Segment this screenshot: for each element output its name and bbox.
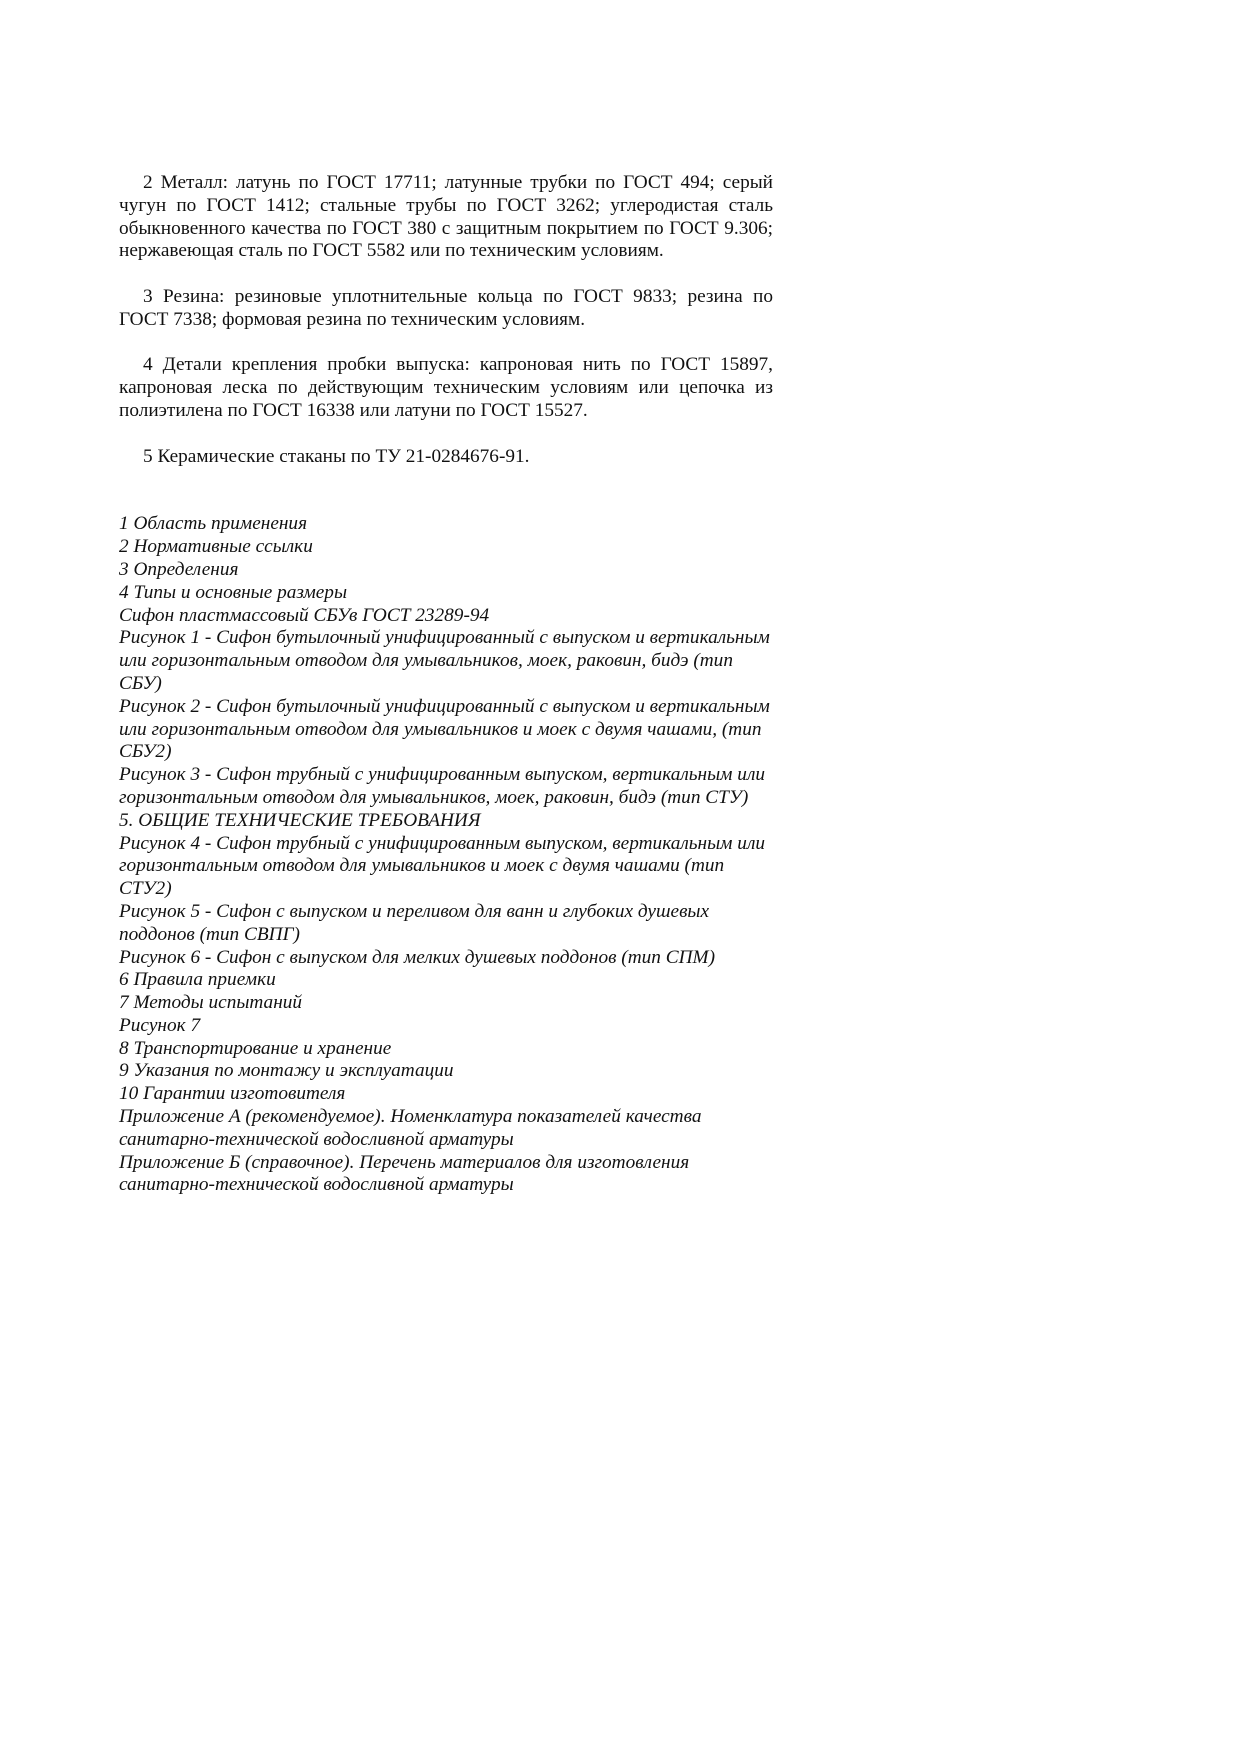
toc-item[interactable]: Рисунок 4 - Сифон трубный с унифицированным выпуском, вертикальным или горизонтальным отводом для умывальников и моек с двумя чашами (тип СТУ2)	[119, 832, 765, 900]
toc-item[interactable]: Рисунок 5 - Сифон с выпуском и переливом для ванн и глубоких душевых поддонов (тип СВПГ)	[119, 900, 710, 945]
toc-item[interactable]: 2 Нормативные ссылки	[119, 536, 313, 558]
toc-item[interactable]: 4 Типы и основные размеры	[119, 581, 348, 603]
document-page	[119, 172, 773, 1197]
toc-item[interactable]: 7 Методы испытаний	[119, 992, 303, 1014]
toc-item[interactable]: Рисунок 6 - Сифон с выпуском для мелких душевых поддонов (тип СПМ)	[119, 946, 716, 968]
paragraph-metal: 2 Металл: латунь по ГОСТ 17711; латунные трубки по ГОСТ 494; серый чугун по ГОСТ 1412; стальные трубы по ГОСТ 3262; углеродистая сталь обыкновенного качества по ГОСТ 380 с защитным покрытием по ГОСТ 9.306; нержавеющая сталь по ГОСТ 5582 или по техническим условиям.	[119, 172, 773, 262]
toc-item[interactable]: 8 Транспортирование и хранение	[119, 1037, 392, 1059]
toc-item[interactable]: 9 Указания по монтажу и эксплуатации	[119, 1060, 454, 1082]
toc-item[interactable]: 1 Область применения	[119, 513, 308, 535]
toc-item[interactable]: Приложение Б (справочное). Перечень материалов для изготовления санитарно-технической водосливной арматуры	[119, 1151, 690, 1196]
paragraph-ceramic: 5 Керамические стаканы по ТУ 21-0284676-91.	[143, 445, 530, 467]
toc-item[interactable]: Приложение А (рекомендуемое). Номенклатура показателей качества санитарно-технической водосливной арматуры	[119, 1106, 702, 1150]
paragraph-rubber: 3 Резина: резиновые уплотнительные кольца по ГОСТ 9833; резина по ГОСТ 7338; формовая резина по техническим условиям.	[119, 285, 773, 330]
table-of-contents	[119, 513, 773, 1197]
toc-item[interactable]: 3 Определения	[119, 558, 239, 580]
toc-item[interactable]: Рисунок 2 - Сифон бутылочный унифицированный с выпуском и вертикальным или горизонтальным отводом для умывальников и моек с двумя чашами, (тип СБУ2)	[119, 695, 770, 763]
toc-item[interactable]: 10 Гарантии изготовителя	[119, 1083, 346, 1105]
toc-item[interactable]: 5. ОБЩИЕ ТЕХНИЧЕСКИЕ ТРЕБОВАНИЯ	[119, 809, 481, 831]
toc-item[interactable]: Сифон пластмассовый СБУв ГОСТ 23289-94	[119, 604, 490, 626]
toc-item[interactable]: 6 Правила приемки	[119, 969, 276, 991]
toc-item[interactable]: Рисунок 1 - Сифон бутылочный унифицированный с выпуском и вертикальным или горизонтальным отводом для умывальников, моек, раковин, бидэ (тип СБУ)	[119, 627, 770, 694]
paragraph-fasteners: 4 Детали крепления пробки выпуска: капроновая нить по ГОСТ 15897, капроновая леска по действующим техническим условиям или цепочка из полиэтилена по ГОСТ 16338 или латуни по ГОСТ 15527.	[119, 354, 773, 421]
toc-item[interactable]: Рисунок 3 - Сифон трубный с унифицированным выпуском, вертикальным или горизонтальным отводом для умывальников, моек, раковин, бидэ (тип СТУ)	[119, 764, 765, 808]
toc-item[interactable]: Рисунок 7	[119, 1014, 201, 1036]
